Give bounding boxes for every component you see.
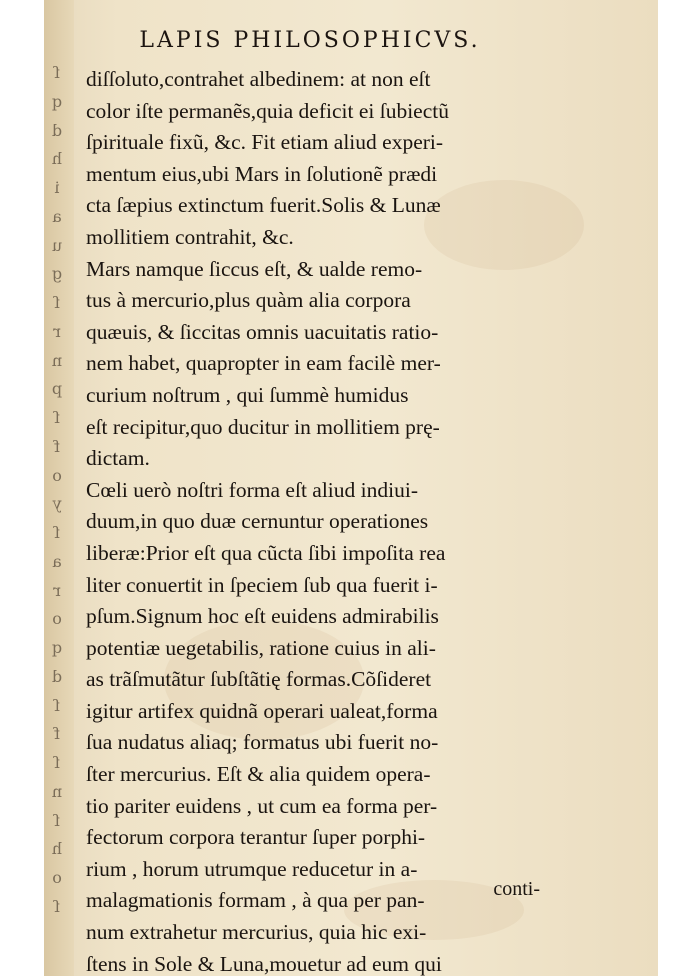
bleed-letter: o <box>52 465 62 485</box>
bleed-letter: h <box>51 149 63 169</box>
bleed-letter: y <box>52 494 62 514</box>
bleed-letter: a <box>52 551 62 571</box>
bleed-letter: ſ <box>54 896 60 916</box>
text-line: color iſte permanẽs,quia deficit ei ſubiectũ <box>86 98 449 123</box>
bleed-letter: q <box>51 91 63 111</box>
catchword: conti- <box>493 878 540 900</box>
bleed-letter: f <box>54 436 60 456</box>
bleed-letter: d <box>51 666 63 686</box>
text-line: ſtens in Sole & Luna,mouetur ad eum qui <box>86 951 442 976</box>
text-line: Cœli uerò noſtri forma eſt aliud indiui- <box>86 477 418 502</box>
text-line: igitur artifex quidnã operari ualeat,forma <box>86 698 438 723</box>
text-line: nem habet, quapropter in eam facilè mer- <box>86 351 441 376</box>
bleed-letter: f <box>54 724 60 744</box>
bleed-letter: ſ <box>54 63 60 82</box>
text-line: mollitiem contrahit, &c. <box>86 224 294 249</box>
bleed-letter: n <box>51 350 63 370</box>
text-line: num extrahetur mercurius, quia hic exi- <box>86 920 427 945</box>
bleed-letter: ſ <box>54 293 60 312</box>
text-line: ſpirituale fixũ, &c. Fit etiam aliud experi- <box>86 130 444 155</box>
text-line: eſt recipitur,quo ducitur in mollitiem prę- <box>86 414 440 439</box>
bleed-letter: h <box>51 839 63 859</box>
text-line: tio pariter euidens , ut cum ea forma per- <box>86 793 438 818</box>
bleed-letter: p <box>51 379 63 399</box>
bleed-letter: a <box>52 206 62 226</box>
text-line: tus à mercurio,plus quàm alia corpora <box>86 288 411 313</box>
page-gutter <box>44 0 74 976</box>
text-line: ſua nudatus aliaq; formatus ubi fuerit no- <box>86 730 439 755</box>
bleed-letter: n <box>51 781 63 801</box>
text-line: potentiæ uegetabilis, ratione cuius in ali- <box>86 635 436 660</box>
bleed-letter: u <box>51 235 63 255</box>
bleed-letter: ſ <box>54 695 60 715</box>
bleed-letter: ſ <box>54 810 60 830</box>
text-line: as trãſmutãtur ſubſtãtię formas.Cõſideret <box>86 667 432 692</box>
bleed-letter: i <box>54 178 60 197</box>
text-line: Mars namque ſiccus eſt, & ualde remo- <box>86 256 423 281</box>
text-line: mentum eius,ubi Mars in ſolutionẽ prædi <box>86 161 438 186</box>
text-line: pſum.Signum hoc eſt euidens admirabilis <box>86 604 439 629</box>
bleed-letter: g <box>51 264 63 284</box>
text-line: fectorum corpora terantur ſuper porphi- <box>86 825 426 850</box>
running-header: LAPIS PHILOSOPHICVS. <box>139 28 481 53</box>
bleed-letter: o <box>52 868 62 887</box>
text-line: dictam. <box>86 446 150 471</box>
bleed-letter: r <box>53 321 61 341</box>
text-line: liberæ:Prior eſt qua cũcta ſibi impoſita rea <box>86 540 446 565</box>
bleed-letter: q <box>51 638 63 657</box>
bleed-letter: ſ <box>54 408 60 427</box>
bleed-letter: r <box>53 580 61 600</box>
bleed-letter: ſ <box>54 523 60 542</box>
text-line: quæuis, & ſiccitas omnis uacuitatis ratio- <box>86 319 439 344</box>
text-line: malagmationis formam , à qua per pan- <box>86 888 425 913</box>
body-text <box>86 64 538 980</box>
text-line: liter conuertit in ſpeciem ſub qua fuerit i- <box>86 572 438 597</box>
bleed-letter: d <box>51 120 63 140</box>
text-line: diſſoluto,contrahet albedinem: at non eſt <box>86 67 431 91</box>
bleed-letter: o <box>52 609 62 629</box>
text-line: duum,in quo duæ cernuntur operationes <box>86 509 429 534</box>
text-line: ſter mercurius. Eſt & alia quidem opera- <box>86 762 431 787</box>
text-line: curium noſtrum , qui ſummè humidus <box>86 382 409 407</box>
text-line: rium , horum utrumque reducetur in a- <box>86 856 418 881</box>
text-line: cta ſæpius extinctum fuerit.Solis & Lunæ <box>86 193 441 218</box>
bleed-letter: ſ <box>54 753 60 772</box>
